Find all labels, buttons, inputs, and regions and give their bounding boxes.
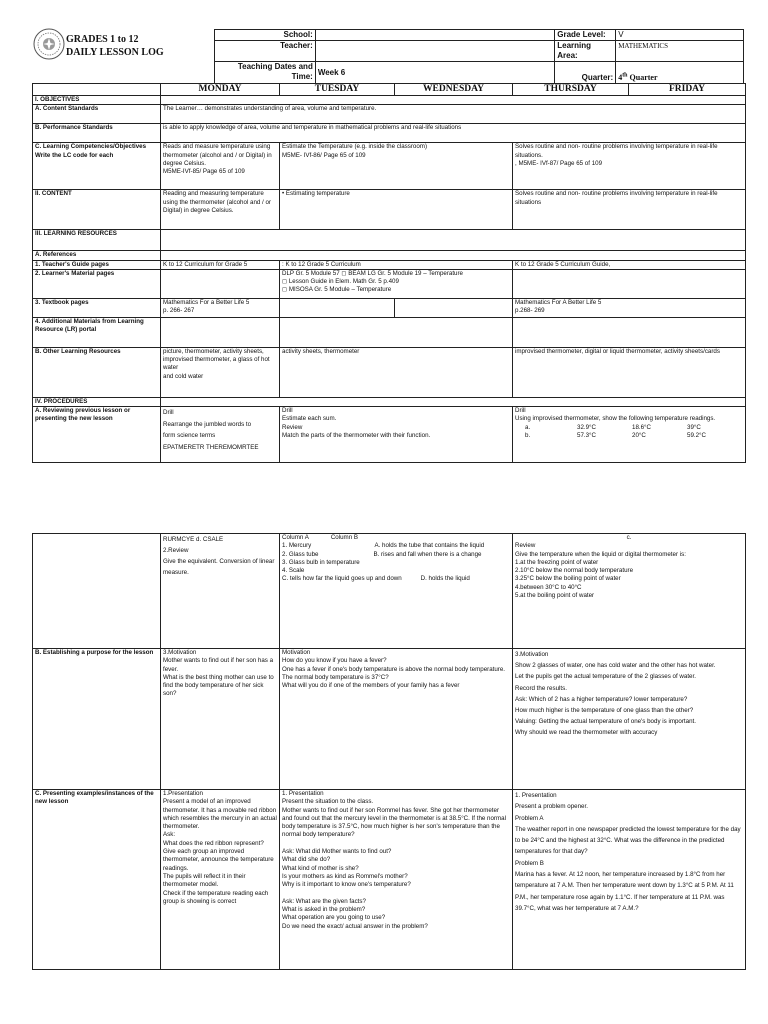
learners-material-thursday <box>513 269 746 298</box>
content-standards-text: The Learner… demonstrates understanding of area, volume and temperature. <box>161 105 746 124</box>
quarter-label: Quarter: <box>555 62 616 84</box>
learning-resources-heading: III. LEARNING RESOURCES <box>33 230 161 251</box>
review-thursday <box>513 407 746 463</box>
lesson-table-page2 <box>32 533 746 970</box>
competencies-tuesday: Estimate the Temperature (e.g. inside the classroom) M5ME- IVf-86/ Page 65 of 109 <box>280 143 513 190</box>
day-tuesday: TUESDAY <box>280 84 395 96</box>
additional-materials-monday <box>161 317 280 347</box>
competencies-thursday: Solves routine and non- routine problems involving temperature in real-life situations. , M5ME- IVf-87/ Page 65 of 109 <box>513 143 746 190</box>
textbook-tuesday <box>280 298 395 317</box>
dates-label: Teaching Dates and Time: <box>215 62 316 84</box>
teacher-label: Teacher: <box>215 41 316 62</box>
continued-tuesday <box>280 534 513 649</box>
textbook-label: 3. Textbook pages <box>33 298 161 317</box>
log-title <box>66 33 164 59</box>
quarter-number: 4 <box>618 73 623 82</box>
textbook-thursday: Mathematics For A Better Life 5 p.268- 269 <box>513 298 746 317</box>
match-item: 4. Scale <box>282 567 305 575</box>
continued-label-blank <box>33 534 161 649</box>
match-item: C. tells how far the liquid goes up and down D. holds the liquid <box>282 575 470 583</box>
review-tuesday: Drill Estimate each sum. Review Match the parts of the thermometer with their function. <box>280 407 513 463</box>
corner-cell <box>33 84 161 96</box>
quarter-word: Quarter <box>627 73 658 82</box>
content-label: II. CONTENT <box>33 190 161 230</box>
teachers-guide-thursday: K to 12 Grade 5 Curriculum Guide, <box>513 260 746 269</box>
performance-standards-text: is able to apply knowledge of area, volume and temperature in mathematical problems and real-life situations <box>161 124 746 143</box>
day-friday: FRIDAY <box>629 84 746 96</box>
learners-material-tuesday: DLP Gr. 5 Module 57 ◻ BEAM LG Gr. 5 Module 19 – Temperature ◻ Lesson Guide in Elem. Math Gr. 5 p.409 ◻ MISOSA Gr. 5 Module – Temperature <box>280 269 513 298</box>
school-label: School: <box>215 30 316 41</box>
learners-material-label: 2. Learner's Material pages <box>33 269 161 298</box>
objectives-heading: I. OBJECTIVES <box>33 96 161 105</box>
presenting-examples-thursday: 1. Presentation Present a problem opener. Problem A The weather report in one newspaper predicted the lowest temperature for the day to be 24°C and the highest at 32°C. What was the difference in the predicted temperatures for that day? Problem B Marina has a fever. At 12 noon, her temperature increased by 1.8°C from her temperature at 7 A.M. Then her temperature went down by 1.3°C at 5 P.M. At 11 P.M., her temperature rose again by 1.1°C. If her temperature at 11 P.M. was 39.7°C, what was her temperature at 7 A.M.? <box>513 790 746 970</box>
reading-letter: b. <box>525 432 531 440</box>
lesson-table-page1 <box>32 83 746 463</box>
column-headings: Column A Column B <box>282 534 358 541</box>
establishing-purpose-tuesday: Motivation How do you know if you have a fever? One has a fever if one's body temperature is above the normal body temperature. The normal body temperature is 37°C? What will you do if one of the members of your family has a fever <box>280 649 513 790</box>
title-daily-lesson-log: DAILY LESSON LOG <box>66 47 164 58</box>
content-tuesday: • Estimating temperature <box>280 190 513 230</box>
teachers-guide-label: 1. Teacher's Guide pages <box>33 260 161 269</box>
other-resources-monday: picture, thermometer, activity sheets, improvised thermometer, a glass of hot water and cold water <box>161 347 280 397</box>
area-label: Learning Area: <box>555 41 616 62</box>
content-thursday: Solves routine and non- routine problems involving temperature in real-life situations <box>513 190 746 230</box>
temperature-readings <box>515 424 743 441</box>
match-item: 3. Glass bulb in temperature <box>282 558 360 566</box>
learners-material-monday <box>161 269 280 298</box>
establishing-purpose-monday: 3.Motivation Mother wants to find out if her son has a fever. What is the best thing mother can use to find the body temperature of her sick son? <box>161 649 280 790</box>
reading-value: 59.2°C <box>687 432 706 440</box>
review-thursday-text: Drill Using improvised thermometer, show the following temperature readings. <box>515 407 716 423</box>
teachers-guide-monday: K to 12 Curriculum for Grade 5 <box>161 260 280 269</box>
objectives-blank <box>161 96 746 105</box>
presenting-examples-tuesday: 1. Presentation Present the situation to the class. Mother wants to find out if her son Rommel has fever. She got her thermometer and found out that the mercury level in the thermometer is at 38.5°C. If the normal body temperature is 37.5°C, how much higher is her son's temperature than the normal body temperature? Ask: What did Mother wants to find out? What did she do? What kind of mother is she? Is your mothers as kind as Rommel's mother? Why is it important to know one's temperature? Ask: What are the given facts? What is asked in the problem? What operation are you going to use? Do we need the exact/ actual answer in the problem? <box>280 790 513 970</box>
additional-materials-label: 4. Additional Materials from Learning Resource (LR) portal <box>33 317 161 347</box>
reading-value: 18.6°C <box>632 423 651 431</box>
establishing-purpose-thursday: 3.Motivation Show 2 glasses of water, one has cold water and the other has hot water. Let the pupils get the actual temperature of the 2 glasses of water. Record the results. Ask: Which of 2 has a higher temperature? lower temperature? How much higher is the temperature of one glass than the other? Valuing: Getting the actual temperature of one's body is important. Why should we read the thermometer with accuracy <box>513 649 746 790</box>
other-resources-tuesday: activity sheets, thermometer <box>280 347 513 397</box>
reading-value: 57.3°C <box>577 432 596 440</box>
references-label: A. References <box>33 251 161 260</box>
quarter-suffix: th <box>622 72 628 79</box>
dates-value: Week 6 <box>315 62 554 84</box>
teachers-guide-tuesday: : K to 12 Grade 5 Curriculum <box>280 260 513 269</box>
teacher-value <box>315 41 554 62</box>
reading-letter: a. <box>525 423 531 431</box>
content-monday: Reading and measuring temperature using the thermometer (alcohol and / or Digital) in degree Celsius. <box>161 190 280 230</box>
day-wednesday: WEDNESDAY <box>395 84 513 96</box>
references-blank <box>161 251 746 260</box>
item-c: c. <box>626 534 632 541</box>
deped-seal-logo <box>33 28 65 60</box>
review-list: Review Give the temperature when the liquid or digital thermometer is: 1.at the freezing point of water 2.10°C below the normal body temperature 3.25°C below the boiling point of water 4.between 30°C to 40°C 5.at the boiling point of water <box>515 542 686 600</box>
competencies-monday: Reads and measure temperature using thermometer (alcohol and / or Digital) in degree Celsius. M5ME-IVf-85/ Page 65 of 109 <box>161 143 280 190</box>
reading-value: 20°C <box>632 432 646 440</box>
establishing-purpose-label: B. Establishing a purpose for the lesson <box>33 649 161 790</box>
grade-label: Grade Level: <box>555 30 616 41</box>
day-thursday: THURSDAY <box>513 84 629 96</box>
additional-materials-tuesday <box>280 317 513 347</box>
continued-thursday <box>513 534 746 649</box>
competencies-label: C. Learning Competencies/Objectives Write the LC code for each <box>33 143 161 190</box>
textbook-monday: Mathematics For a Better Life 5 p. 266- 267 <box>161 298 280 317</box>
procedures-heading: IV. PROCEDURES <box>33 397 161 406</box>
procedures-blank <box>161 397 746 406</box>
day-monday: MONDAY <box>161 84 280 96</box>
learning-resources-blank <box>161 230 746 251</box>
title-grades: GRADES 1 to 12 <box>66 34 139 45</box>
content-standards-label: A. Content Standards <box>33 105 161 124</box>
textbook-wednesday <box>395 298 513 317</box>
review-label: A. Reviewing previous lesson or presenting the new lesson <box>33 407 161 463</box>
presenting-examples-monday: 1.Presentation Present a model of an improved thermometer. It has a movable red ribbon which resembles the mercury in an actual thermometer. Ask: What does the red ribbon represent? Give each group an improved thermometer, announce the temperature readings. The pupils will reflect it in their thermometer model. Check if the temperature reading each group is showing is correct <box>161 790 280 970</box>
additional-materials-thursday <box>513 317 746 347</box>
performance-standards-label: B. Performance Standards <box>33 124 161 143</box>
reading-value: 32.9°C <box>577 423 596 431</box>
match-item: 2. Glass tube B. rises and fall when there is a change <box>282 550 482 558</box>
presenting-examples-label: C. Presenting examples/instances of the new lesson <box>33 790 161 970</box>
review-monday: Drill Rearrange the jumbled words to form science terms EPATMERETR THEREMOMRTEE <box>161 407 280 463</box>
other-resources-thursday: improvised thermometer, digital or liquid thermometer, activity sheets/cards <box>513 347 746 397</box>
continued-monday: RURMCYE d. CSALE 2.Review Give the equivalent. Conversion of linear measure. <box>161 534 280 649</box>
grade-value: V <box>616 30 744 41</box>
match-item: 1. Mercury A. holds the tube that contains the liquid <box>282 542 485 550</box>
area-value: MATHEMATICS <box>616 41 744 62</box>
quarter-value <box>616 62 744 84</box>
header-info-table <box>214 29 744 84</box>
school-value <box>315 30 554 41</box>
reading-value: 39°C <box>687 423 701 431</box>
other-resources-label: B. Other Learning Resources <box>33 347 161 397</box>
